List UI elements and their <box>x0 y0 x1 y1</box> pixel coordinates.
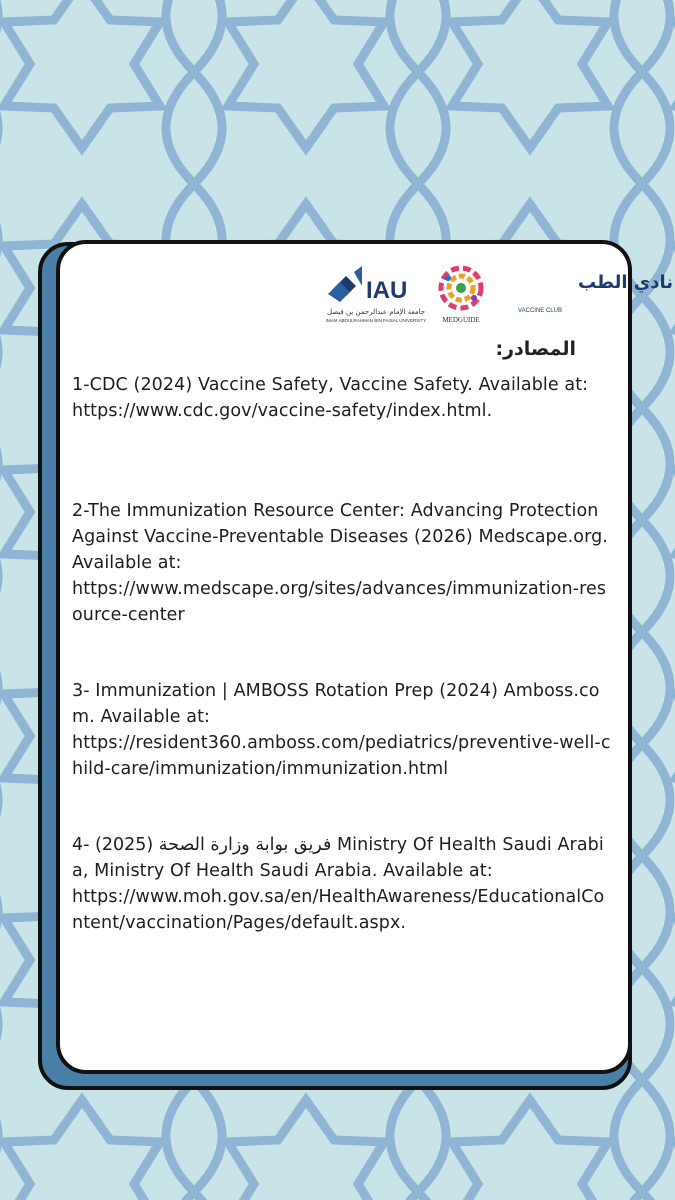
reference-2 <box>72 498 612 628</box>
medguide-text: MEDGUIDE <box>442 316 480 324</box>
reference-3-text: 3- Immunization | AMBOSS Rotation Prep (2024) Amboss.com. Available at: <box>72 681 600 727</box>
reference-2-text: 2-The Immunization Resource Center: Advancing Protection Against Vaccine-Preventable Diseases (2026) Medscape.org. Available at: <box>72 501 608 573</box>
medguide-logo <box>436 264 486 328</box>
reference-3-link[interactable]: https://resident360.amboss.com/pediatrics/preventive-well-child-care/immunization/immunization.html <box>72 733 611 779</box>
reference-4 <box>72 832 612 936</box>
club-text: نادي الطب <box>578 272 674 293</box>
club-tag: VACCINE CLUB <box>518 308 562 314</box>
reference-4-text: 4- (2025) فريق بوابة وزارة الصحة Ministry Of Health Saudi Arabia, Ministry Of Health Saudi Arabia. Available at: <box>72 835 604 881</box>
reference-1-link[interactable]: https://www.cdc.gov/vaccine-safety/index.html. <box>72 401 493 421</box>
club-logo <box>498 264 674 320</box>
sources-heading: المصادر: <box>495 338 576 360</box>
references-card <box>56 240 674 1074</box>
logo-bar <box>325 264 674 328</box>
reference-4-link[interactable]: https://www.moh.gov.sa/en/HealthAwareness/EducationalContent/vaccination/Pages/default.aspx. <box>72 887 605 933</box>
reference-2-link[interactable]: https://www.medscape.org/sites/advances/immunization-resource-center <box>72 579 607 625</box>
reference-3 <box>72 678 612 782</box>
reference-1 <box>72 372 612 424</box>
iau-subtitle-ar: جامعة الإمام عبدالرحمن بن فيصل <box>326 308 426 316</box>
reference-1-text: 1-CDC (2024) Vaccine Safety, Vaccine Safety. Available at: <box>72 375 589 395</box>
iau-text: IAU <box>366 277 408 304</box>
iau-subtitle-en: IMAM ABDULRAHMAN BIN FAISAL UNIVERSITY <box>325 318 427 323</box>
iau-logo <box>326 264 426 326</box>
